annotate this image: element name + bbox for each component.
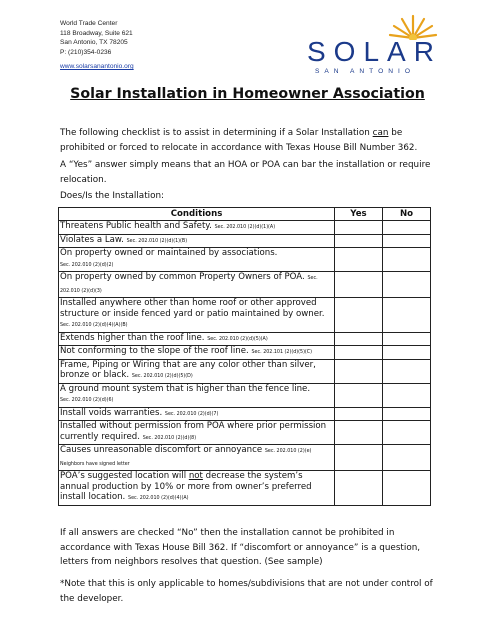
answer-no-cell[interactable] [383, 298, 431, 333]
table-row [59, 234, 431, 248]
statute-reference: Sec. 202.010 (2)(e) Neighbors have signed letter [60, 449, 312, 467]
statute-reference: Sec. 202.010 (2)(d)(5)(D) [131, 374, 193, 379]
statute-reference: Sec. 202.010 (2)(d)(8) [142, 435, 197, 441]
answer-no-cell[interactable] [383, 359, 431, 383]
statute-reference: Sec. 202.010 (2)(d)(1)(A) [214, 225, 276, 230]
intro-text-rest: be prohibited or forced to relocate in accordance with Texas House Bill Number 362. [60, 128, 418, 153]
phone-line: P: (210)354-0236 [60, 48, 112, 56]
answer-no-cell[interactable] [383, 383, 431, 407]
condition-cell [59, 234, 335, 248]
table-row [59, 383, 431, 407]
table-row [59, 221, 431, 235]
website-link[interactable]: www.solarsanantonio.org [60, 63, 134, 71]
condition-cell [59, 421, 335, 445]
table-row [59, 421, 431, 445]
question-label: Does/Is the Installation: [60, 191, 165, 201]
answer-yes-cell[interactable] [335, 359, 383, 383]
logo-word: SOLAR [307, 36, 442, 67]
answer-yes-cell[interactable] [335, 332, 383, 346]
condition-cell [59, 471, 335, 506]
statute-reference: Sec. 202.010 (2)(d)(6) [60, 398, 114, 403]
condition-cell [59, 445, 335, 471]
condition-text: Frame, Piping or Wiring that are any color other than silver, bronze or black. [60, 359, 316, 380]
answer-no-cell[interactable] [383, 234, 431, 248]
condition-cell [59, 332, 335, 346]
answer-yes-cell[interactable] [335, 407, 383, 421]
table-header-row [59, 208, 431, 221]
footnote: *Note that this is only applicable to homes/subdivisions that are not under control of the developer. [60, 579, 433, 604]
table-row [59, 471, 431, 506]
condition-cell [59, 272, 335, 298]
statute-reference: Sec. 202.010 (2)(d)(2) [60, 262, 114, 268]
condition-text: On property owned by common Property Owners of POA. [60, 272, 305, 282]
table-row [59, 346, 431, 360]
answer-no-cell[interactable] [383, 332, 431, 346]
header-no: No [383, 208, 431, 221]
answer-yes-cell[interactable] [335, 234, 383, 248]
condition-cell [59, 383, 335, 407]
table-row [59, 272, 431, 298]
condition-text: POA’s suggested location will [60, 471, 189, 481]
solar-logo [305, 10, 450, 80]
condition-cell [59, 346, 335, 360]
condition-cell [59, 248, 335, 272]
statute-reference: Sec. 202.010 (2)(d)(5)(A) [207, 336, 268, 342]
table-row [59, 445, 431, 471]
statute-reference: Sec. 202.010 (2)(d)(4)(A) [128, 496, 189, 501]
condition-cell [59, 221, 335, 235]
answer-no-cell[interactable] [383, 221, 431, 235]
answer-no-cell[interactable] [383, 421, 431, 445]
condition-text: A ground mount system that is higher than the fence line. [60, 383, 311, 394]
table-row [59, 298, 431, 333]
intro-emphasis: can [372, 128, 389, 138]
table-row [59, 407, 431, 421]
conditions-table [58, 207, 431, 506]
answer-no-cell[interactable] [383, 272, 431, 298]
header-conditions: Conditions [59, 208, 335, 221]
page-title: Solar Installation in Homeowner Association [70, 86, 425, 102]
condition-text: Installed anywhere other than home roof or other approved structure or inside fenced yard or patio maintained by owner. [60, 298, 325, 319]
condition-text: Install voids warranties. [60, 407, 163, 418]
answer-no-cell[interactable] [383, 248, 431, 272]
answer-yes-cell[interactable] [335, 298, 383, 333]
statute-reference: Sec. 202.101 (2)(d)(5)(C) [251, 350, 313, 355]
header-yes: Yes [335, 208, 383, 221]
condition-text: On property owned or maintained by associations. [60, 248, 278, 258]
statute-reference: Sec. 202.010 (2)(d)(1)(B) [126, 238, 188, 244]
intro-text: The following checklist is to assist in determining if a Solar Installation [60, 128, 373, 138]
answer-yes-cell[interactable] [335, 272, 383, 298]
statute-reference: Sec. 202.010 (2)(d)(4)(A)(B) [60, 323, 128, 328]
table-row [59, 332, 431, 346]
answer-no-cell[interactable] [383, 471, 431, 506]
address-line: 118 Broadway, Suite 621 [60, 29, 133, 37]
answer-yes-cell[interactable] [335, 383, 383, 407]
table-row [59, 359, 431, 383]
address-line: San Antonio, TX 78205 [60, 39, 128, 47]
answer-yes-cell[interactable] [335, 445, 383, 471]
answer-yes-cell[interactable] [335, 221, 383, 235]
condition-text: Extends higher than the roof line. [60, 332, 205, 343]
table-row [59, 248, 431, 272]
address-line: World Trade Center [60, 20, 118, 27]
condition-cell [59, 407, 335, 421]
condition-text: Installed without permission from POA where prior permission currently required. [60, 421, 327, 442]
intro-paragraph [60, 126, 440, 155]
answer-yes-cell[interactable] [335, 471, 383, 506]
yes-note: A “Yes” answer simply means that an HOA or POA can bar the installation or require relocation. [60, 160, 431, 185]
condition-cell [59, 298, 335, 333]
answer-no-cell[interactable] [383, 346, 431, 360]
condition-cell [59, 359, 335, 383]
answer-yes-cell[interactable] [335, 421, 383, 445]
statute-reference: Sec. 202.010 (2)(d)(7) [164, 411, 219, 417]
answer-no-cell[interactable] [383, 445, 431, 471]
condition-text: Violates a Law. [60, 234, 124, 245]
condition-text: decrease the system’s annual production by 10% or more from owner’s preferred install location. [60, 471, 312, 502]
answer-yes-cell[interactable] [335, 248, 383, 272]
condition-text: Not conforming to the slope of the roof line. [60, 346, 249, 356]
conclusion-paragraph: If all answers are checked “No” then the installation cannot be prohibited in accordance with Texas House Bill 362. If “discomfort or annoyance” is a question, letters from neighbors resolves that question. (See sample) [60, 528, 421, 567]
answer-yes-cell[interactable] [335, 346, 383, 360]
logo-subtitle: SAN ANTONIO [315, 68, 415, 75]
condition-text: Causes unreasonable discomfort or annoyance [60, 445, 263, 455]
condition-emphasis: not [188, 471, 203, 481]
answer-no-cell[interactable] [383, 407, 431, 421]
address-block [60, 19, 134, 72]
condition-text: Threatens Public health and Safety. [60, 221, 212, 231]
statute-reference: Sec. 202.010 (2)(d)(3) [60, 276, 318, 294]
